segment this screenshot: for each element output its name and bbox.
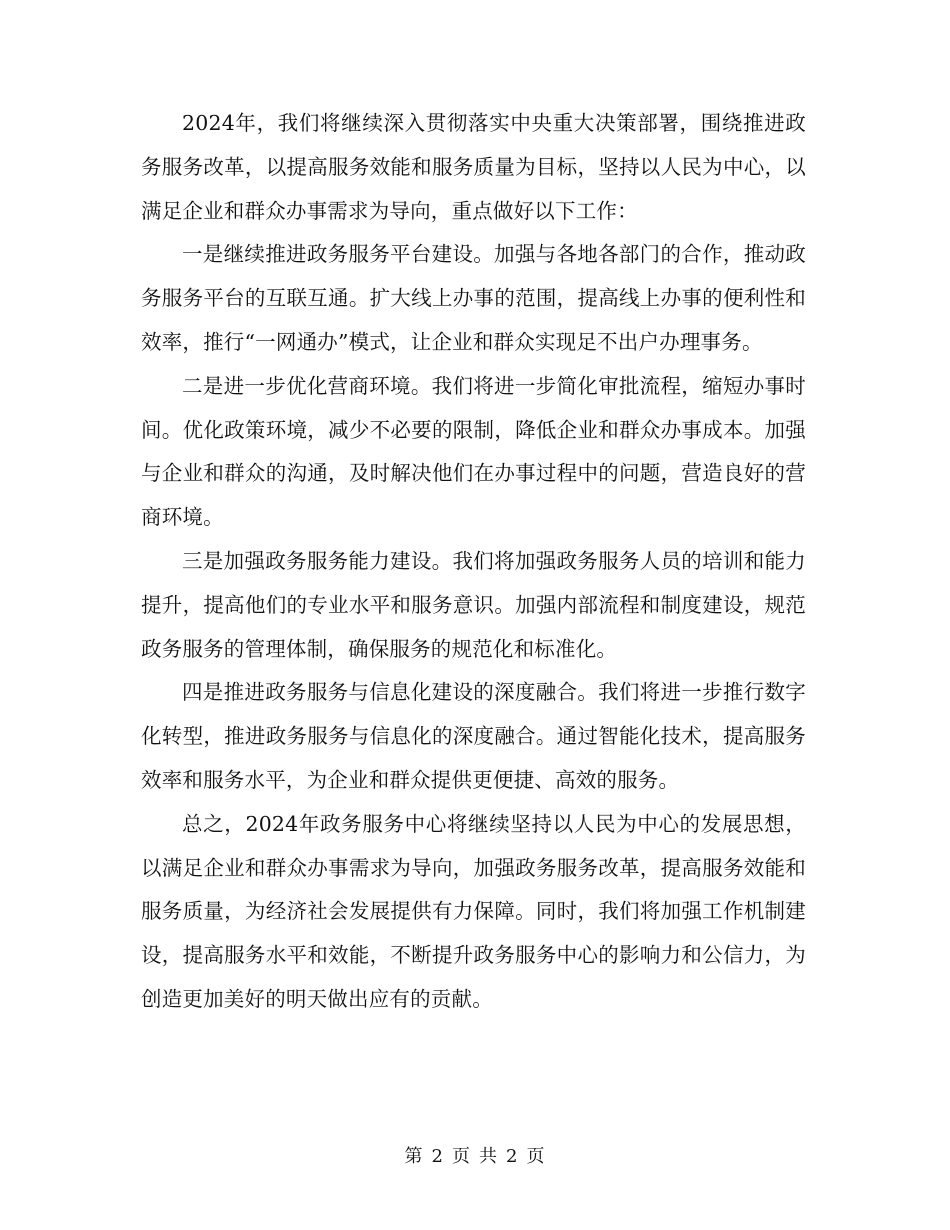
footer-suffix: 页 — [526, 1146, 546, 1167]
paragraph-point-three: 三是加强政务服务能力建设。我们将加强政务服务人员的培训和能力提升，提高他们的专业水平和服务意识。加强内部流程和制度建设，规范政务服务的管理体制，确保服务的规范化和标准化。 — [141, 548, 806, 661]
paragraph-point-one: 一是继续推进政务服务平台建设。加强与各地各部门的合作，推动政务服务平台的互联互通。扩大线上办事的范围，提高线上办事的便利性和效率，推行“一网通办”模式，让企业和群众实现足不出户办理事务。 — [141, 242, 806, 354]
footer-total-prefix: 共 — [479, 1146, 498, 1167]
page-footer — [0, 1145, 950, 1169]
footer-total-pages: 2 — [506, 1146, 519, 1167]
paragraph-point-two: 二是进一步优化营商环境。我们将进一步简化审批流程，缩短办事时间。优化政策环境，减少不必要的限制，降低企业和群众办事成本。加强与企业和群众的沟通，及时解决他们在办事过程中的问题，营造良好的营商环境。 — [141, 373, 806, 530]
footer-current-page: 2 — [431, 1146, 444, 1167]
paragraph-conclusion: 总之，2024年政务服务中心将继续坚持以人民为中心的发展思想，以满足企业和群众办事需求为导向，加强政务服务改革，提高服务效能和服务质量，为经济社会发展提供有力保障。同时，我们将加强工作机制建设，提高服务水平和效能，不断提升政务服务中心的影响力和公信力，为创造更加美好的明天做出应有的贡献。 — [141, 811, 806, 1011]
document-body — [141, 102, 806, 1022]
paragraph-point-four: 四是推进政务服务与信息化建设的深度融合。我们将进一步推行数字化转型，推进政务服务与信息化的深度融合。通过智能化技术，提高服务效率和服务水平，为企业和群众提供更便捷、高效的服务。 — [141, 680, 806, 792]
paragraph-intro: 2024年，我们将继续深入贯彻落实中央重大决策部署，围绕推进政务服务改革，以提高服务效能和服务质量为目标，坚持以人民为中心，以满足企业和群众办事需求为导向，重点做好以下工作： — [141, 111, 806, 223]
footer-prefix: 第 — [404, 1146, 424, 1167]
footer-page-word: 页 — [452, 1146, 471, 1167]
